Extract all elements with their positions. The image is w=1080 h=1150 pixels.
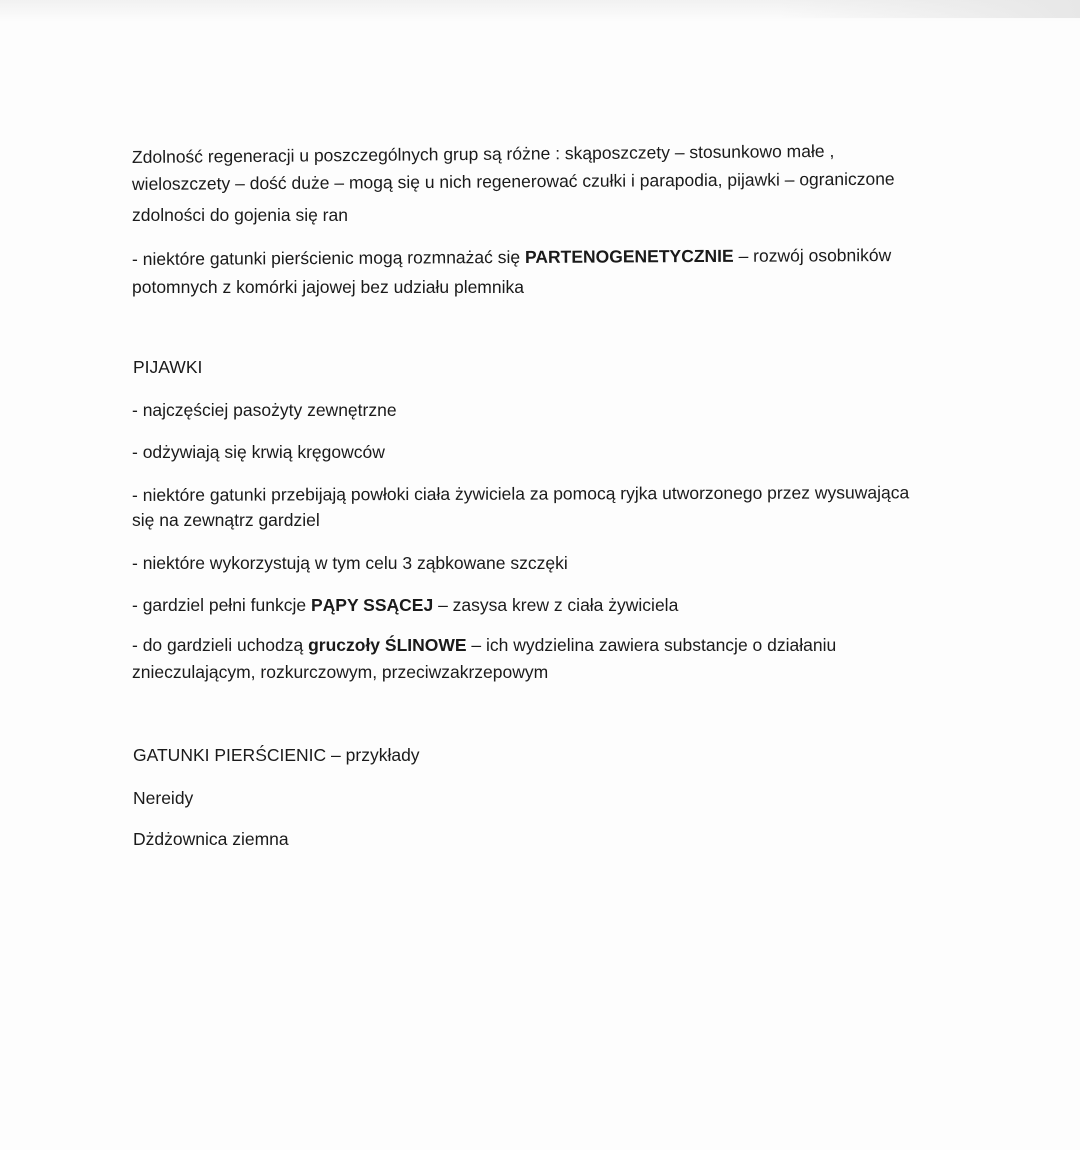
parthenogenesis-text-end: – rozwój osobników [733,245,892,266]
parthenogenesis-text-line-1 [132,243,891,271]
regeneration-text-line-1: Zdolność regeneracji u poszczególnych grup są różne : skąposzczety – stosunkowo małe , [131,140,835,167]
leeches-item-2: - odżywiają się krwią kręgowców [132,442,385,462]
leeches-item-5 [132,593,678,617]
parthenogenesis-text-line-2: potomnych z komórki jajowej bez udziału plemnika [132,277,524,297]
regeneration-text-line-3: zdolności do gojenia się ran [132,205,348,225]
leeches-item-5-start: - gardziel pełni funkcje [132,595,311,615]
regeneration-text-line-2: wieloszczety – dość duże – mogą się u nich regenerować czułki i parapodia, pijawki – ograniczone [131,168,895,194]
leeches-item-6-end: – ich wydzielina zawiera substancje o działaniu [466,635,837,655]
species-item-2: Dżdżownica ziemna [133,829,289,849]
leeches-item-6-start: - do gardzieli uchodzą [132,635,309,655]
parthenogenesis-text-start: - niektóre gatunki pierścienic mogą rozmnażać się [131,246,526,269]
species-item-1: Nereidy [133,788,194,808]
salivary-glands-term: gruczoły ŚLINOWE [308,635,467,655]
leeches-item-4: - niektóre wykorzystują w tym celu 3 ząbkowane szczęki [132,553,568,573]
leeches-item-3-line-1: - niektóre gatunki przebijają powłoki ciała żywiciela za pomocą ryjka utworzonego przez wysuwająca [131,482,910,505]
leeches-heading: PIJAWKI [133,357,203,377]
scan-shadow-corner [780,0,1080,18]
species-heading: GATUNKI PIERŚCIENIC – przykłady [133,745,420,765]
leeches-item-1: - najczęściej pasożyty zewnętrzne [132,400,397,420]
leeches-item-3-line-2: się na zewnątrz gardziel [132,510,320,530]
suction-pump-term: PĄPY SSĄCEJ [310,595,434,615]
parthenogenesis-term: PARTENOGENETYCZNIE [524,245,734,267]
leeches-item-5-end: – zasysa krew z ciała żywiciela [433,595,679,615]
leeches-item-6-line-1 [132,633,836,657]
leeches-item-6-line-2: znieczulającym, rozkurczowym, przeciwzakrzepowym [132,662,549,682]
